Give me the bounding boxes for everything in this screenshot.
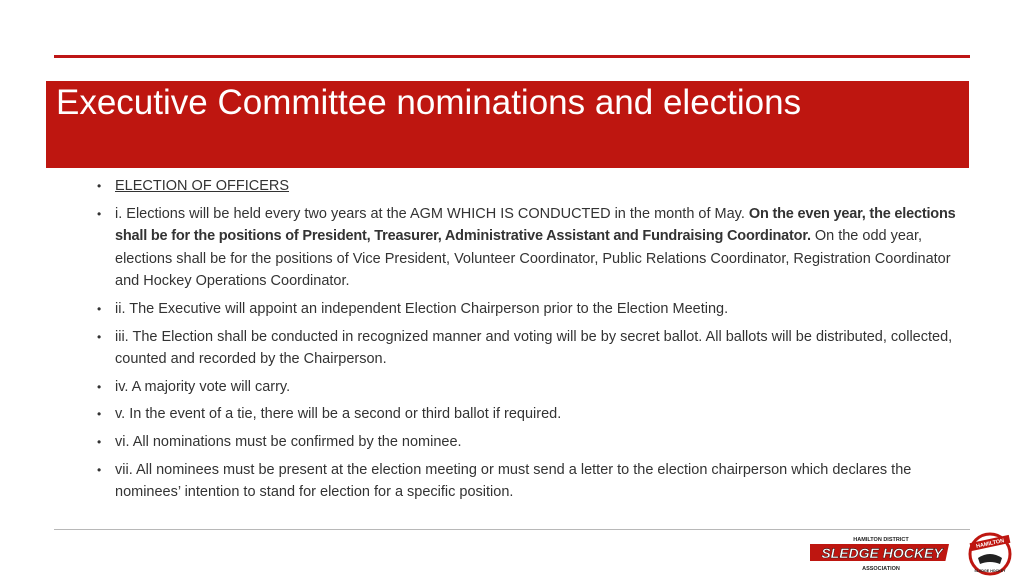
bullet-icon: • — [97, 434, 102, 449]
bullet-icon: • — [97, 179, 102, 193]
bullet-text: iii. The Election shall be conducted in recognized manner and voting will be by secret ballot. All ballots will be distributed, collected, counted and recorded by the Chairperson. — [115, 328, 953, 368]
top-divider — [54, 55, 970, 58]
bullet-text: vi. All nominations must be confirmed by the nominee. — [115, 433, 462, 450]
bullet-item — [97, 459, 957, 504]
bullet-icon: • — [97, 301, 102, 316]
logo-badge-bottom: SLEDGE HOCKEY — [974, 569, 1006, 573]
bullet-text: iv. A majority vote will carry. — [115, 378, 291, 395]
bullet-heading: ELECTION OF OFFICERS — [115, 178, 290, 194]
bullet-item — [97, 326, 957, 371]
bullet-bold-text: On the even year, the elections shall be for the positions of President, Treasurer, Administrative Assistant and Fundraising Coordinator. — [115, 205, 956, 245]
title-banner — [46, 81, 969, 168]
bullet-icon: • — [97, 379, 102, 394]
bullet-list — [97, 175, 957, 509]
sledge-hockey-logo — [810, 530, 1020, 576]
bullet-icon: • — [97, 329, 102, 344]
bullet-text: v. In the event of a tie, there will be a second or third ballot if required. — [115, 406, 562, 423]
slide-title: Executive Committee nominations and elections — [56, 83, 802, 122]
logo-top-line: HAMILTON DISTRICT — [853, 537, 909, 543]
bullet-icon: • — [97, 206, 102, 221]
bullet-text: On the odd year, elections shall be for the positions of Vice President, Volunteer Coordinator, Public Relations Coordinator, Registration Coordinator and Hockey Operations Coordinator. — [115, 228, 951, 290]
bullet-text: ii. The Executive will appoint an independent Election Chairperson prior to the Election Meeting. — [115, 300, 729, 317]
bullet-item — [97, 175, 957, 198]
logo-badge-top: HAMILTON — [975, 538, 1005, 550]
bullet-text: i. Elections will be held every two years at the AGM WHICH IS CONDUCTED in the month of May. — [115, 205, 749, 222]
bullet-icon: • — [97, 407, 102, 422]
bullet-item — [97, 431, 957, 454]
bullet-item — [97, 203, 957, 293]
bullet-item — [97, 403, 957, 426]
bullet-text: vii. All nominees must be present at the election meeting or must send a letter to the election chairperson which declares the nominees’ intention to stand for election for a specific position. — [115, 461, 912, 501]
logo-main-text: SLEDGE HOCKEY — [821, 545, 943, 561]
bullet-item — [97, 298, 957, 321]
bullet-icon: • — [97, 462, 102, 477]
logo-bottom-line: ASSOCIATION — [862, 566, 900, 572]
bullet-item — [97, 376, 957, 399]
